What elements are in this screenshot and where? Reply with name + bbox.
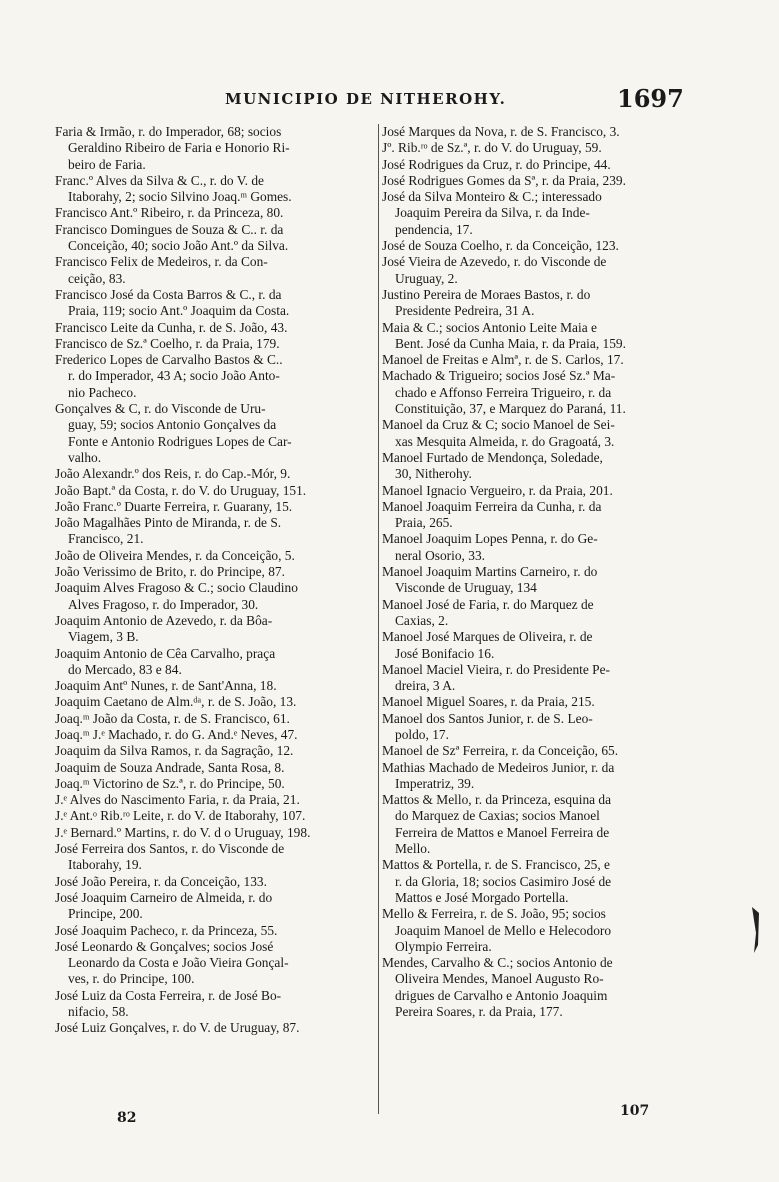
directory-entry (382, 368, 700, 417)
directory-entry (382, 417, 700, 450)
entry-line: Mattos e José Morgado Portella. (395, 889, 569, 905)
entry-line: Manoel José de Faria, r. do Marquez de (382, 596, 594, 612)
entry-line: Francisco Domingues de Souza & C.. r. da (55, 221, 284, 237)
directory-entry (55, 923, 375, 939)
entry-line: José Joaquim Pacheco, r. da Princeza, 55. (55, 922, 278, 938)
entry-line: Itaborahy, 2; socio Silvino Joaq.ᵐ Gomes. (68, 189, 292, 205)
entry-line: Uruguay, 2. (395, 270, 458, 286)
entry-line: Manoel de Freitas e Almª, r. de S. Carlos, 17. (382, 352, 624, 368)
directory-entry (55, 694, 375, 710)
entry-line: J.ᵉ Ant.ᵒ Rib.ʳᵒ Leite, r. do V. de Itaborahy, 107. (55, 808, 306, 824)
directory-entry (382, 189, 700, 238)
directory-entry (382, 629, 700, 662)
directory-entry (55, 124, 375, 173)
entry-line: Joaquim Antonio de Azevedo, r. da Bôa- (55, 612, 273, 628)
directory-entry (55, 287, 375, 320)
directory-entry (55, 613, 375, 646)
entry-line: Manoel Joaquim Ferreira da Cunha, r. da (382, 498, 602, 514)
directory-entry (55, 499, 375, 515)
entry-line: Oliveira Mendes, Manoel Augusto Ro- (395, 971, 604, 987)
directory-entry (382, 140, 700, 156)
directory-entry (382, 662, 700, 695)
entry-line: João Magalhães Pinto de Miranda, r. de S. (55, 515, 282, 531)
entry-line: Francisco José da Costa Barros & C., r. da (55, 286, 282, 302)
entry-line: chado e Affonso Ferreira Trigueiro, r. da (395, 384, 612, 400)
directory-entry (55, 825, 375, 841)
entry-line: Mattos & Portella, r. de S. Francisco, 25, e (382, 857, 610, 873)
directory-entry (55, 173, 375, 206)
entry-line: José Joaquim Carneiro de Almeida, r. do (55, 889, 273, 905)
entry-line: José João Pereira, r. da Conceição, 133. (55, 873, 267, 889)
entry-line: José da Silva Monteiro & C.; interessado (382, 189, 602, 205)
page-title: MUNICIPIO DE NITHEROHY. (225, 90, 507, 108)
directory-entry (55, 760, 375, 776)
entry-line: nifacio, 58. (68, 1004, 129, 1020)
entry-line: guay, 59; socios Antonio Gonçalves da (68, 417, 277, 433)
entry-line: Alves Fragoso, r. do Imperador, 30. (68, 596, 259, 612)
entry-line: Joaquim Antº Nunes, r. de Sant'Anna, 18. (55, 678, 277, 694)
entry-line: Itaborahy, 19. (68, 857, 142, 873)
directory-entry (382, 320, 700, 353)
entry-line: Machado & Trigueiro; socios José Sz.ª Ma- (382, 368, 616, 384)
directory-entry (55, 320, 375, 336)
directory-entry (55, 743, 375, 759)
directory-entry (382, 173, 700, 189)
directory-entry (55, 874, 375, 890)
entry-line: Constituição, 37, e Marquez do Paraná, 11. (395, 401, 626, 417)
entry-line: Caxias, 2. (395, 612, 449, 628)
entry-line: Mendes, Carvalho & C.; socios Antonio de (382, 955, 613, 971)
entry-line: Joaq.ᵐ Victorino de Sz.ª, r. do Principe, 50. (55, 775, 285, 791)
entry-line: do Marquez de Caxias; socios Manoel (395, 808, 600, 824)
column-divider (378, 124, 379, 1114)
entry-line: beiro de Faria. (68, 156, 146, 172)
directory-entry (55, 808, 375, 824)
entry-line: Joaquim Alves Fragoso & C.; socio Claudino (55, 580, 298, 596)
directory-entry (55, 336, 375, 352)
directory-entry (382, 955, 700, 1020)
directory-entry (55, 205, 375, 221)
directory-entry (55, 548, 375, 564)
directory-entry (382, 287, 700, 320)
entry-line: ceição, 83. (68, 270, 126, 286)
entry-line: Fonte e Antonio Rodrigues Lopes de Car- (68, 433, 292, 449)
entry-line: Joaquim da Silva Ramos, r. da Sagração, 12. (55, 743, 294, 759)
entry-line: r. do Imperador, 43 A; socio João Anto- (68, 368, 280, 384)
entry-line: José Ferreira dos Santos, r. do Visconde de (55, 841, 285, 857)
entry-line: José Luiz da Costa Ferreira, r. de José Bo- (55, 987, 282, 1003)
directory-entry (382, 906, 700, 955)
entry-line: Jº. Rib.ʳᵒ de Sz.ª, r. do V. do Uruguay, 59. (382, 140, 602, 156)
directory-entry (382, 711, 700, 744)
entry-line: Joaquim Pereira da Silva, r. da Inde- (395, 205, 590, 221)
directory-entry (382, 792, 700, 857)
entry-line: Joaquim de Souza Andrade, Santa Rosa, 8. (55, 759, 285, 775)
entry-line: J.ᵉ Alves do Nascimento Faria, r. da Praia, 21. (55, 792, 300, 808)
footer-left-number: 82 (117, 1110, 137, 1126)
entry-line: Visconde de Uruguay, 134 (395, 580, 537, 596)
entry-line: Manoel da Cruz & C; socio Manoel de Sei- (382, 417, 615, 433)
entry-line: Manoel de Szª Ferreira, r. da Conceição, 65. (382, 743, 619, 759)
entry-line: Mattos & Mello, r. da Princeza, esquina da (382, 792, 612, 808)
entry-line: nio Pacheco. (68, 384, 137, 400)
directory-entry (55, 727, 375, 743)
entry-line: João de Oliveira Mendes, r. da Conceição, 5. (55, 547, 295, 563)
directory-entry (55, 792, 375, 808)
directory-entry (55, 254, 375, 287)
directory-entry (55, 564, 375, 580)
entry-line: José Luiz Gonçalves, r. do V. de Uruguay, 87. (55, 1020, 300, 1036)
page-header (0, 84, 779, 114)
directory-entry (382, 450, 700, 483)
entry-line: Mello. (395, 841, 431, 857)
entry-line: Francisco Ant.º Ribeiro, r. da Princeza, 80. (55, 205, 284, 221)
entry-line: J.ᵉ Bernard.º Martins, r. do V. d o Uruguay, 198. (55, 824, 311, 840)
entry-line: Principe, 200. (68, 906, 143, 922)
entry-line: r. da Gloria, 18; socios Casimiro José de (395, 873, 612, 889)
entry-line: Manoel Joaquim Lopes Penna, r. do Ge- (382, 531, 598, 547)
directory-entry (55, 515, 375, 548)
entry-line: Manoel José Marques de Oliveira, r. de (382, 629, 593, 645)
entry-line: do Mercado, 83 e 84. (68, 661, 182, 677)
directory-entry (382, 743, 700, 759)
entry-line: Manoel Joaquim Martins Carneiro, r. do (382, 564, 598, 580)
directory-entry (382, 238, 700, 254)
entry-line: Franc.º Alves da Silva & C., r. do V. de (55, 172, 264, 188)
directory-entry (55, 988, 375, 1021)
entry-line: 30, Nitherohy. (395, 466, 472, 482)
entry-line: Faria & Irmão, r. do Imperador, 68; socios (55, 124, 282, 139)
entry-line: Joaq.ᵐ J.ᵉ Machado, r. do G. And.ᵉ Neves, 47. (55, 726, 298, 742)
directory-entry (55, 483, 375, 499)
right-column (382, 124, 700, 1020)
entry-line: Mello & Ferreira, r. de S. João, 95; socios (382, 906, 606, 922)
entry-line: Frederico Lopes de Carvalho Bastos & C.. (55, 352, 283, 368)
entry-line: Conceição, 40; socio João Ant.º da Silva. (68, 238, 289, 254)
directory-entry (382, 157, 700, 173)
entry-line: Praia, 119; socio Ant.º Joaquim da Costa. (68, 303, 290, 319)
directory-entry (55, 711, 375, 727)
entry-line: José Leonardo & Gonçalves; socios José (55, 938, 274, 954)
entry-line: xas Mesquita Almeida, r. do Gragoatá, 3. (395, 433, 615, 449)
footer-right-number: 107 (620, 1103, 650, 1119)
directory-entry (55, 890, 375, 923)
entry-line: Joaq.ᵐ João da Costa, r. de S. Francisco, 61. (55, 710, 290, 726)
entry-line: Manoel Furtado de Mendonça, Soledade, (382, 449, 603, 465)
entry-line: Justino Pereira de Moraes Bastos, r. do (382, 286, 591, 302)
entry-line: Francisco, 21. (68, 531, 144, 547)
directory-entry (382, 531, 700, 564)
entry-line: ves, r. do Principe, 100. (68, 971, 195, 987)
entry-line: João Verissimo de Brito, r. do Principe, 87. (55, 564, 285, 580)
entry-line: José Bonifacio 16. (395, 645, 495, 661)
entry-line: João Alexandr.º dos Reis, r. do Cap.-Mór, 9. (55, 466, 291, 482)
entry-line: Ferreira de Mattos e Manoel Ferreira de (395, 824, 610, 840)
entry-line: Imperatriz, 39. (395, 775, 475, 791)
directory-entry (382, 124, 700, 140)
entry-line: Bent. José da Cunha Maia, r. da Praia, 159. (395, 335, 626, 351)
entry-line: Joaquim Caetano de Alm.ᵈᵃ, r. de S. João, 13. (55, 694, 297, 710)
entry-line: Presidente Pedreira, 31 A. (395, 303, 535, 319)
directory-entry (382, 760, 700, 793)
entry-line: Maia & C.; socios Antonio Leite Maia e (382, 319, 597, 335)
entry-line: Francisco de Sz.ª Coelho, r. da Praia, 179. (55, 335, 280, 351)
entry-line: José Vieira de Azevedo, r. do Visconde de (382, 254, 607, 270)
entry-line: poldo, 17. (395, 726, 449, 742)
directory-entry (382, 857, 700, 906)
entry-line: João Bapt.ª da Costa, r. do V. do Uruguay, 151. (55, 482, 307, 498)
entry-line: Manoel dos Santos Junior, r. de S. Leo- (382, 710, 593, 726)
directory-entry (382, 694, 700, 710)
page-number: 1697 (617, 84, 684, 113)
entry-line: valho. (68, 449, 102, 465)
entry-line: João Franc.º Duarte Ferreira, r. Guarany, 15. (55, 498, 293, 514)
entry-line: José Rodrigues da Cruz, r. do Principe, 44. (382, 156, 611, 172)
entry-line: Manoel Maciel Vieira, r. do Presidente Pe- (382, 661, 611, 677)
directory-entry (55, 352, 375, 401)
directory-entry (55, 776, 375, 792)
entry-line: Manoel Ignacio Vergueiro, r. da Praia, 201. (382, 482, 613, 498)
entry-line: Mathias Machado de Medeiros Junior, r. da (382, 759, 615, 775)
directory-entry (55, 466, 375, 482)
entry-line: José Rodrigues Gomes da Sª, r. da Praia, 239. (382, 172, 626, 188)
directory-entry (55, 939, 375, 988)
entry-line: Geraldino Ribeiro de Faria e Honorio Ri- (68, 140, 290, 156)
margin-mark-icon (750, 905, 760, 955)
entry-line: Francisco Felix de Medeiros, r. da Con- (55, 254, 268, 270)
entry-line: Francisco Leite da Cunha, r. de S. João, 43. (55, 319, 288, 335)
entry-line: Praia, 265. (395, 515, 453, 531)
directory-entry (382, 499, 700, 532)
entry-line: Pereira Soares, r. da Praia, 177. (395, 1004, 563, 1020)
entry-line: Viagem, 3 B. (68, 629, 139, 645)
entry-line: neral Osorio, 33. (395, 547, 485, 563)
entry-line: drigues de Carvalho e Antonio Joaquim (395, 987, 608, 1003)
directory-entry (382, 564, 700, 597)
directory-entry (55, 1020, 375, 1036)
entry-line: Joaquim Antonio de Cêa Carvalho, praça (55, 645, 276, 661)
directory-entry (55, 401, 375, 466)
directory-entry (382, 352, 700, 368)
left-column (55, 124, 375, 1037)
entry-line: Leonardo da Costa e João Vieira Gonçal- (68, 955, 289, 971)
directory-entry (55, 646, 375, 679)
entry-line: José Marques da Nova, r. de S. Francisco, 3. (382, 124, 620, 139)
directory-entry (382, 597, 700, 630)
entry-line: pendencia, 17. (395, 221, 473, 237)
directory-entry (55, 678, 375, 694)
entry-line: José de Souza Coelho, r. da Conceição, 123. (382, 238, 619, 254)
entry-line: dreira, 3 A. (395, 678, 456, 694)
directory-entry (382, 254, 700, 287)
directory-entry (55, 841, 375, 874)
entry-line: Joaquim Manoel de Mello e Helecodoro (395, 922, 612, 938)
entry-line: Gonçalves & C, r. do Visconde de Uru- (55, 401, 266, 417)
directory-entry (382, 483, 700, 499)
directory-entry (55, 580, 375, 613)
entry-line: Manoel Miguel Soares, r. da Praia, 215. (382, 694, 595, 710)
entry-line: Olympio Ferreira. (395, 938, 492, 954)
directory-entry (55, 222, 375, 255)
